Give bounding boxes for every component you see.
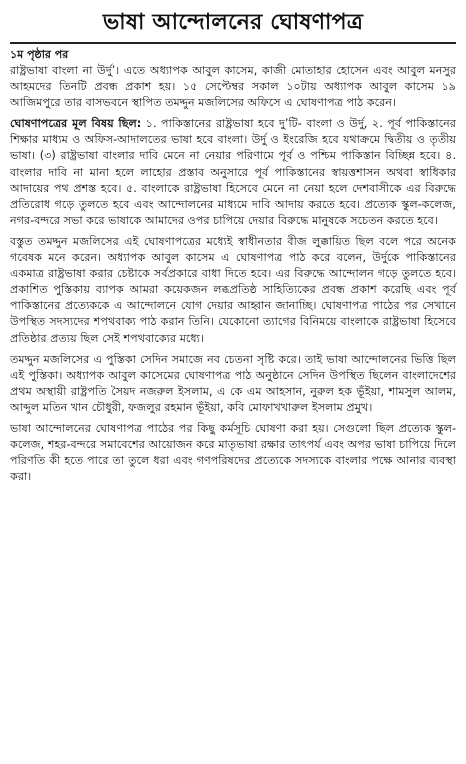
article-paragraph-2 <box>10 116 456 229</box>
paragraph-text: রাষ্ট্রভাষা বাংলা না উর্দু’। এতে অধ্যাপক আবুল কাসেম, কাজী মোতাহার হোসেন এবং আবুল মনসুর আহমদের তিনটি প্রবন্ধ প্রকাশ হয়। ১৫ সেপ্টেম্বর সকাল ১০টায় অধ্যাপক আবুল কাসেম ১৯ আজিমপুরে তার বাসভবনে স্থাপিত তমদ্দুন মজলিসের অফিসে এ ঘোষণাপত্র পাঠ করেন। <box>10 64 456 110</box>
paragraph-lead: ঘোষণাপত্রের মূল বিষয় ছিল: <box>10 117 142 131</box>
paragraph-text: ভাষা আন্দোলনের ঘোষণাপত্র পাঠের পর কিছু কর্মসূচি ঘোষণা করা হয়। সেগুলো ছিল প্রত্যেক স্কুল-কলেজ, শহর-বন্দরে সমাবেশের আয়োজন করে মাতৃভাষা রক্ষার তাৎপর্য এবং অপর ভাষা চাপিয়ে দিলে পরিণতি কী হতে পারে তা তুলে ধরা এবং গণপরিষদের প্রত্যেকে সদস্যকে বাংলার পক্ষে আনার ব্যবস্থা করা। <box>10 421 456 484</box>
article-title: ভাষা আন্দোলনের ঘোষণাপত্র <box>102 9 364 35</box>
page-continuation-label: ১ম পৃষ্ঠার পর <box>10 48 69 61</box>
title-divider <box>10 42 456 44</box>
article-paragraph-5 <box>10 421 456 485</box>
article-paragraph-4 <box>10 352 456 416</box>
article-paragraph-1 <box>10 63 456 111</box>
article-paragraph-3 <box>10 234 456 347</box>
paragraph-text: তমদ্দুন মজলিসের এ পুস্তিকা সেদিন সমাজে নব চেতনা সৃষ্টি করে। তাই ভাষা আন্দোলনের ভিত্তি ছিল এই পুস্তিকা। অধ্যাপক আবুল কাসেমের ঘোষণাপত্র পাঠ অনুষ্ঠানে সেদিন উপস্থিত ছিলেন বাংলাদেশের প্রথম অস্থায়ী রাষ্ট্রপতি সৈয়দ নজরুল ইসলাম, এ কে এম আহসান, নুরুল হক ভূঁইয়া, শামসুল আলম, আব্দুল মতিন খান চৌধুরী, ফজলুর রহমান ভূঁইয়া, কবি মোফাখখারুল ইসলাম প্রমুখ। <box>10 352 456 414</box>
paragraph-text: ১. পাকিস্তানের রাষ্ট্রভাষা হবে দু’টি- বাংলা ও উর্দু, ২. পূর্ব পাকিস্তানের শিক্ষার মাধ্যম ও অফিস-আদালতের ভাষা হবে বাংলা। উর্দু ও ইংরেজি হবে যথাক্রমে দ্বিতীয় ও তৃতীয় ভাষা। (৩) রাষ্ট্রভাষা বাংলার দাবি মেনে না নেয়ার পরিণামে পূর্ব ও পশ্চিম পাকিস্তান বিচ্ছিন্ন হবে। ৪. বাংলার দাবি না মানা হলে লাহোর প্রস্তাব অনুসারে পূর্ব পাকিস্তানের স্বায়ত্তশাসন অথবা স্বাধিকার আদায়ের পথ প্রশস্ত হবে। ৫. বাংলাকে রাষ্ট্রভাষা হিসেবে মেনে না নেয়া হলে দেশবাসীকে এর বিরুদ্ধে প্রতিরোধ গড়ে তুলতে হবে এবং আন্দোলনের মাধ্যমে দাবি আদায় করতে হবে। প্রত্যেক স্কুল-কলেজ, নগর-বন্দরে সভা করে ভাষাকে আমাদের ওপর চাপিয়ে দেয়ার বিরুদ্ধে মানুষকে সচেতন করতে হবে। <box>10 117 456 227</box>
paragraph-text: বস্তুত তমদ্দুন মজলিসের এই ঘোষণাপত্রের মধ্যেই স্বাধীনতার বীজ লুক্কায়িত ছিল বলে পরে অনেক গবেষক মনে করেন। অধ্যাপক আবুল কাসেম এ ঘোষণাপত্র পাঠ করে বলেন, উর্দুকে পাকিস্তানের একমাত্র রাষ্ট্রভাষা করার চেষ্টাকে সর্বপ্রকারে বাধা দিতে হবে। এর বিরুদ্ধে আন্দোলন গড়ে তুলতে হবে। প্রকাশিত পুস্তিকায় ব্যাপক আমরা কয়েকজন লব্ধপ্রতিষ্ঠ সাহিত্যিকের প্রবন্ধ প্রকাশ করেছি এবং পূর্ব পাকিস্তানের প্রত্যেককে এ আন্দোলনে যোগ দেয়ার আহ্বান জানাচ্ছি। ঘোষণাপত্র পাঠের পর সেখানে উপস্থিত সদস্যদের শপথবাক্য পাঠ করান তিনি। যেকোনো ত্যাগের বিনিময়ে বাংলাকে রাষ্ট্রভাষা হিসেবে প্রতিষ্ঠার প্রত্যয় ছিল সেই শপথবাক্যের মধ্যে। <box>10 234 456 345</box>
